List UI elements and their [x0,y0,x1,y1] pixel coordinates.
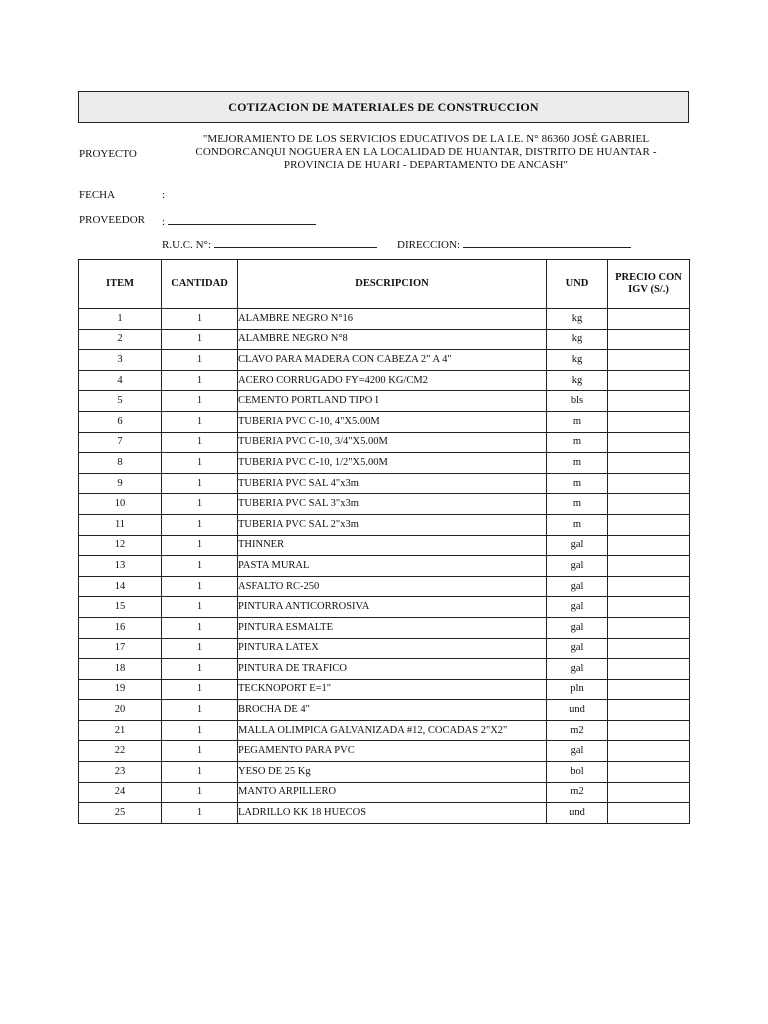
precio-cell[interactable] [608,617,690,638]
item-cell: 13 [79,556,162,577]
item-cell: 18 [79,659,162,680]
precio-cell[interactable] [608,679,690,700]
item-cell: 20 [79,700,162,721]
header-und: UND [547,260,608,309]
cantidad-cell: 1 [162,576,238,597]
item-cell: 22 [79,741,162,762]
materials-table [78,259,690,824]
descripcion-cell: YESO DE 25 Kg [238,762,547,783]
cantidad-cell: 1 [162,700,238,721]
precio-cell[interactable] [608,411,690,432]
table-row [79,617,690,638]
precio-cell[interactable] [608,350,690,371]
item-cell: 9 [79,473,162,494]
table-row [79,556,690,577]
cantidad-cell: 1 [162,741,238,762]
descripcion-cell: PEGAMENTO PARA PVC [238,741,547,762]
cantidad-cell: 1 [162,309,238,330]
descripcion-cell: PINTURA ESMALTE [238,617,547,638]
item-cell: 1 [79,309,162,330]
table-row [79,597,690,618]
cantidad-cell: 1 [162,720,238,741]
und-cell: gal [547,617,608,638]
precio-cell[interactable] [608,597,690,618]
table-row [79,741,690,762]
item-cell: 19 [79,679,162,700]
und-cell: gal [547,535,608,556]
item-cell: 6 [79,411,162,432]
und-cell: pln [547,679,608,700]
precio-cell[interactable] [608,782,690,803]
und-cell: gal [547,659,608,680]
item-cell: 4 [79,370,162,391]
und-cell: kg [547,309,608,330]
cantidad-cell: 1 [162,597,238,618]
descripcion-cell: CEMENTO PORTLAND TIPO I [238,391,547,412]
table-row [79,535,690,556]
precio-cell[interactable] [608,391,690,412]
und-cell: m [547,432,608,453]
cantidad-cell: 1 [162,679,238,700]
descripcion-cell: MALLA OLIMPICA GALVANIZADA #12, COCADAS 2"X2" [238,720,547,741]
cantidad-cell: 1 [162,514,238,535]
table-header-row [79,260,690,309]
item-cell: 14 [79,576,162,597]
descripcion-cell: CLAVO PARA MADERA CON CABEZA 2" A 4" [238,350,547,371]
cantidad-cell: 1 [162,535,238,556]
und-cell: gal [547,741,608,762]
table-row [79,309,690,330]
und-cell: bls [547,391,608,412]
und-cell: m [547,473,608,494]
table-row [79,720,690,741]
descripcion-cell: ASFALTO RC-250 [238,576,547,597]
descripcion-cell: BROCHA DE 4" [238,700,547,721]
item-cell: 8 [79,453,162,474]
table-row [79,391,690,412]
cantidad-cell: 1 [162,782,238,803]
cantidad-cell: 1 [162,370,238,391]
und-cell: gal [547,576,608,597]
item-cell: 17 [79,638,162,659]
fecha-colon: : [162,189,166,201]
table-row [79,370,690,391]
table-row [79,659,690,680]
und-cell: gal [547,556,608,577]
ruc-label: R.U.C. N°: [162,239,212,251]
precio-cell[interactable] [608,329,690,350]
table-row [79,411,690,432]
cantidad-cell: 1 [162,617,238,638]
table-row [79,576,690,597]
table-row [79,638,690,659]
cantidad-cell: 1 [162,803,238,824]
item-cell: 11 [79,514,162,535]
table-row [79,350,690,371]
direccion-underline [463,237,631,248]
precio-cell[interactable] [608,720,690,741]
precio-cell[interactable] [608,535,690,556]
item-cell: 12 [79,535,162,556]
direccion-field[interactable] [397,237,631,251]
descripcion-cell: THINNER [238,535,547,556]
table-row [79,473,690,494]
proveedor-label: PROVEEDOR [79,214,146,226]
precio-cell[interactable] [608,473,690,494]
table-row [79,803,690,824]
descripcion-cell: TUBERIA PVC C-10, 1/2"X5.00M [238,453,547,474]
table-row [79,432,690,453]
precio-cell[interactable] [608,638,690,659]
descripcion-cell: TUBERIA PVC SAL 3"x3m [238,494,547,515]
cantidad-cell: 1 [162,329,238,350]
table-row [79,762,690,783]
precio-cell[interactable] [608,370,690,391]
cantidad-cell: 1 [162,762,238,783]
table-row [79,494,690,515]
table-row [79,679,690,700]
item-cell: 24 [79,782,162,803]
cantidad-cell: 1 [162,659,238,680]
cantidad-cell: 1 [162,494,238,515]
item-cell: 2 [79,329,162,350]
item-cell: 25 [79,803,162,824]
table-row [79,453,690,474]
und-cell: m2 [547,782,608,803]
item-cell: 21 [79,720,162,741]
cantidad-cell: 1 [162,391,238,412]
descripcion-cell: MANTO ARPILLERO [238,782,547,803]
descripcion-cell: TUBERIA PVC SAL 4"x3m [238,473,547,494]
descripcion-cell: ALAMBRE NEGRO N°8 [238,329,547,350]
precio-cell[interactable] [608,803,690,824]
header-descripcion: DESCRIPCION [238,260,547,309]
precio-cell[interactable] [608,576,690,597]
precio-cell[interactable] [608,514,690,535]
header-cantidad: CANTIDAD [162,260,238,309]
precio-cell[interactable] [608,659,690,680]
und-cell: kg [547,329,608,350]
und-cell: m2 [547,720,608,741]
und-cell: kg [547,350,608,371]
cantidad-cell: 1 [162,638,238,659]
item-cell: 5 [79,391,162,412]
descripcion-cell: PINTURA LATEX [238,638,547,659]
proveedor-underline [168,214,316,225]
und-cell: bol [547,762,608,783]
und-cell: gal [547,597,608,618]
proyecto-label: PROYECTO [79,148,137,160]
item-cell: 7 [79,432,162,453]
item-cell: 23 [79,762,162,783]
descripcion-cell: PASTA MURAL [238,556,547,577]
descripcion-cell: LADRILLO KK 18 HUECOS [238,803,547,824]
item-cell: 15 [79,597,162,618]
precio-cell[interactable] [608,494,690,515]
cantidad-cell: 1 [162,453,238,474]
descripcion-cell: TUBERIA PVC SAL 2"x3m [238,514,547,535]
precio-cell[interactable] [608,700,690,721]
und-cell: und [547,700,608,721]
cantidad-cell: 1 [162,411,238,432]
header-precio: PRECIO CON IGV (S/.) [608,260,690,309]
descripcion-cell: ACERO CORRUGADO FY=4200 KG/CM2 [238,370,547,391]
ruc-underline [214,237,377,248]
precio-cell[interactable] [608,762,690,783]
proveedor-field[interactable] [162,214,316,228]
header-item: ITEM [79,260,162,309]
und-cell: m [547,514,608,535]
precio-cell[interactable] [608,309,690,330]
cantidad-cell: 1 [162,556,238,577]
precio-cell[interactable] [608,741,690,762]
table-row [79,329,690,350]
cantidad-cell: 1 [162,473,238,494]
table-row [79,514,690,535]
descripcion-cell: TUBERIA PVC C-10, 3/4"X5.00M [238,432,547,453]
fecha-label: FECHA [79,189,116,201]
item-cell: 16 [79,617,162,638]
item-cell: 10 [79,494,162,515]
item-cell: 3 [79,350,162,371]
descripcion-cell: TUBERIA PVC C-10, 4"X5.00M [238,411,547,432]
ruc-field[interactable] [162,237,377,251]
und-cell: m [547,453,608,474]
descripcion-cell: PINTURA ANTICORROSIVA [238,597,547,618]
precio-cell[interactable] [608,556,690,577]
und-cell: m [547,411,608,432]
descripcion-cell: PINTURA DE TRAFICO [238,659,547,680]
project-description: "MEJORAMIENTO DE LOS SERVICIOS EDUCATIVOS DE LA I.E. N° 86360 JOSÉ GABRIEL CONDORCANQUI NOGUERA EN LA LOCALIDAD DE HUANTAR, DISTRITO DE HUANTAR - PROVINCIA DE HUARI - DEPARTAMENTO DE ANCASH" [195,133,657,171]
und-cell: gal [547,638,608,659]
direccion-label: DIRECCION: [397,239,460,251]
und-cell: kg [547,370,608,391]
table-row [79,700,690,721]
descripcion-cell: ALAMBRE NEGRO N°16 [238,309,547,330]
precio-cell[interactable] [608,453,690,474]
cantidad-cell: 1 [162,350,238,371]
precio-cell[interactable] [608,432,690,453]
cantidad-cell: 1 [162,432,238,453]
descripcion-cell: TECKNOPORT E=1" [238,679,547,700]
table-row [79,782,690,803]
proveedor-colon: : [162,216,166,228]
document-title: COTIZACION DE MATERIALES DE CONSTRUCCION [78,91,689,123]
und-cell: und [547,803,608,824]
und-cell: m [547,494,608,515]
